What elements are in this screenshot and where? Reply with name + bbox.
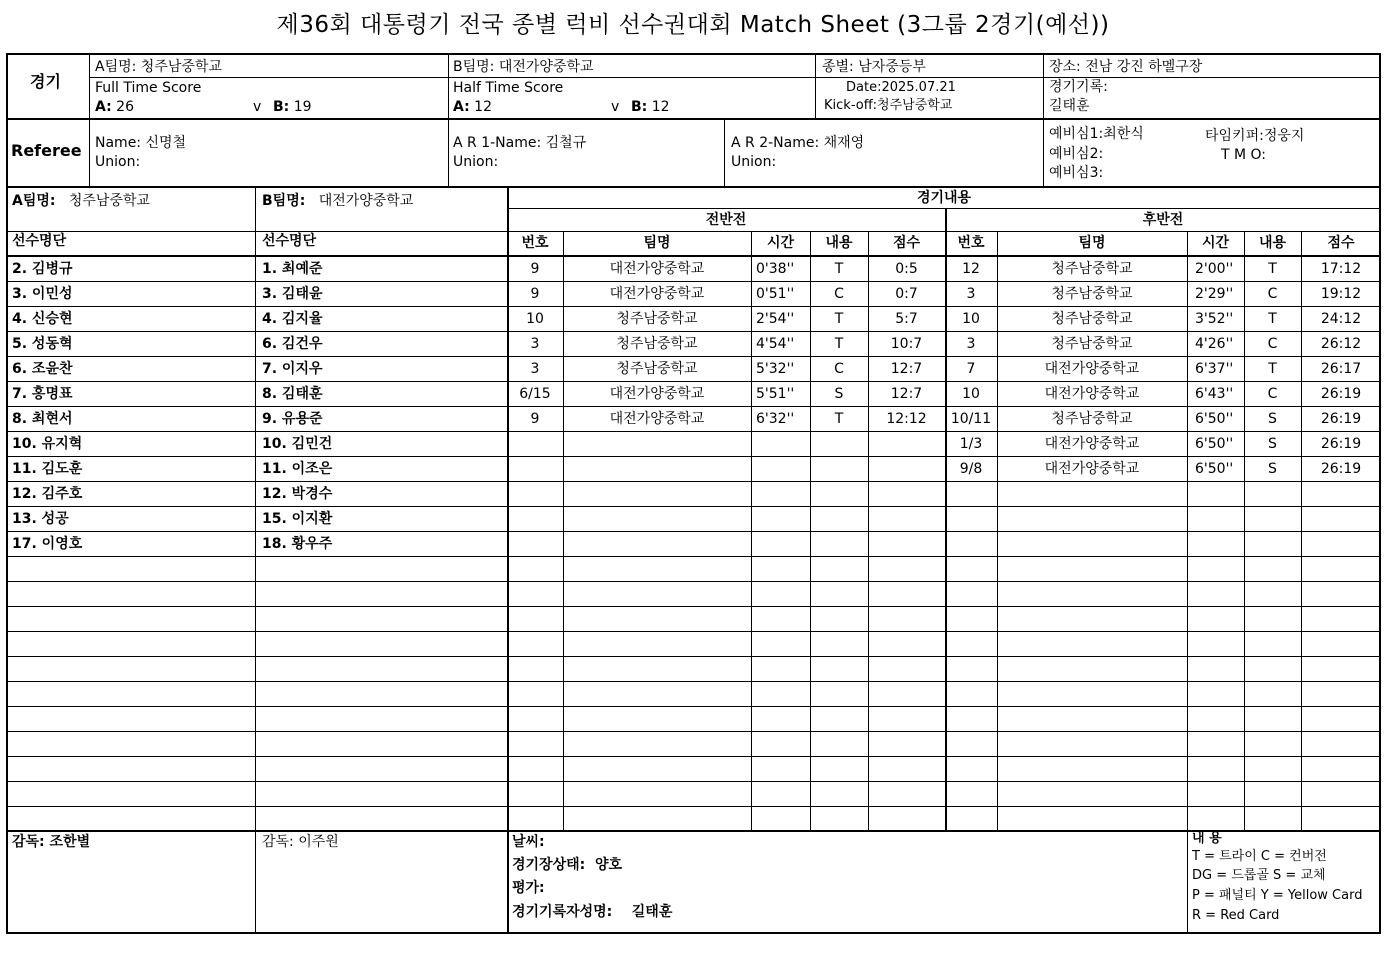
full-time-score: A: 26 v B: 19 [95, 99, 312, 115]
column-header: 번호 [521, 235, 549, 251]
second-half-cell: 7 [966, 361, 976, 377]
reserve-2: 예비심2: [1049, 146, 1104, 162]
first-half-cell: 대전가양중학교 [609, 411, 705, 427]
half-time-score: A: 12 v B: 12 [453, 99, 670, 115]
first-half-cell: 4'54'' [756, 336, 795, 352]
roster-label-b: 선수명단 [262, 233, 317, 249]
second-half-cell: 3'52'' [1195, 311, 1234, 327]
ar1-union: Union: [453, 154, 499, 170]
column-header: 번호 [957, 235, 985, 251]
player-a: 17. 이영호 [12, 536, 83, 552]
second-half-cell: 대전가양중학교 [1044, 436, 1140, 452]
first-half-cell: 10 [526, 311, 544, 327]
reserve-3: 예비심3: [1049, 165, 1104, 181]
first-half-cell: 5'51'' [756, 386, 795, 402]
second-half-cell: 10 [962, 386, 980, 402]
player-b: 4. 김지율 [262, 311, 323, 327]
first-half-cell: 0:7 [895, 286, 918, 302]
first-half-cell: T [834, 311, 844, 327]
second-half-cell: S [1268, 411, 1277, 427]
second-half-cell: 청주남중학교 [1051, 411, 1133, 427]
second-half-cell: 10/11 [950, 411, 992, 427]
player-b: 9. 유용준 [262, 411, 323, 427]
second-half-cell: C [1267, 386, 1278, 402]
first-half-cell: 대전가양중학교 [609, 261, 705, 277]
first-half-cell: 청주남중학교 [616, 361, 698, 377]
divider [1043, 53, 1044, 187]
second-half-cell: T [1268, 261, 1277, 277]
divider [255, 186, 256, 934]
second-half-cell: 24:12 [1320, 311, 1362, 327]
roster-team-b: B팀명: 대전가양중학교 [262, 193, 414, 209]
second-half-cell: 12 [962, 261, 980, 277]
first-half-cell: T [834, 411, 844, 427]
first-half-cell: 2'54'' [756, 311, 795, 327]
second-half-cell: S [1268, 461, 1277, 477]
second-half-cell: 3 [966, 336, 976, 352]
legend-line: P = 패널티 Y = Yellow Card [1192, 888, 1363, 903]
roster-team-a: A팀명: 청주남중학교 [12, 193, 150, 209]
first-half-cell: 9 [530, 286, 540, 302]
first-half-cell: 0:5 [895, 261, 918, 277]
row-divider [6, 806, 1381, 807]
first-half-cell: 9 [530, 411, 540, 427]
player-a: 2. 김병규 [12, 261, 73, 277]
recorder-signature: 경기기록자성명: 길태훈 [512, 904, 673, 920]
column-header: 점수 [892, 235, 921, 251]
second-half-cell: T [1268, 361, 1277, 377]
second-half-cell: C [1267, 286, 1278, 302]
team-b-header: B팀명: 대전가양중학교 [453, 59, 594, 75]
first-half-cell: T [834, 261, 844, 277]
first-half-cell: 청주남중학교 [616, 336, 698, 352]
content-title: 경기내용 [916, 190, 972, 206]
player-a: 10. 유지혁 [12, 436, 83, 452]
kickoff: Kick-off:청주남중학교 [824, 98, 953, 113]
player-a: 11. 김도훈 [12, 461, 83, 477]
divider [89, 77, 1381, 78]
column-header: 시간 [766, 235, 795, 251]
row-divider [6, 706, 1381, 707]
player-a: 8. 최현서 [12, 411, 73, 427]
second-half-cell: 26:19 [1320, 386, 1362, 402]
ar1-name: A R 1-Name: 김철규 [453, 135, 587, 151]
divider [6, 118, 1381, 120]
divider [815, 53, 816, 118]
second-half-cell: 대전가양중학교 [1044, 386, 1140, 402]
second-half-cell: 청주남중학교 [1051, 286, 1133, 302]
second-half-cell: 대전가양중학교 [1044, 361, 1140, 377]
first-half-cell: 3 [530, 336, 540, 352]
second-half-cell: 2'29'' [1195, 286, 1234, 302]
row-divider [6, 631, 1381, 632]
player-b: 12. 박경수 [262, 486, 333, 502]
second-half-cell: 26:12 [1320, 336, 1362, 352]
second-half-cell: 6'37'' [1195, 361, 1234, 377]
first-half-cell: T [834, 336, 844, 352]
second-half-cell: 26:19 [1320, 461, 1362, 477]
first-half-cell: 10:7 [890, 336, 923, 352]
referee-union: Union: [95, 154, 141, 170]
column-header: 내용 [825, 235, 853, 251]
ar2-name: A R 2-Name: 채재영 [731, 135, 865, 151]
legend-title: 내 용 [1192, 831, 1222, 846]
coach-a: 감독: 조한별 [12, 834, 91, 850]
row-divider [6, 731, 1381, 732]
row-divider [6, 606, 1381, 607]
page-title: 제36회 대통령기 전국 종별 럭비 선수권대회 Match Sheet (3그룹 2경기(예선)) [276, 12, 1110, 38]
divider [448, 53, 449, 187]
divider [6, 231, 1381, 232]
divider [6, 186, 1381, 188]
referee-name: Name: 신명철 [95, 135, 187, 151]
row-divider [6, 681, 1381, 682]
rating: 평가: [512, 880, 545, 896]
column-header: 시간 [1201, 235, 1230, 251]
half-time-label: Half Time Score [453, 80, 564, 96]
first-half-cell: 9 [530, 261, 540, 277]
second-half-cell: 6'43'' [1195, 386, 1234, 402]
match-date: Date:2025.07.21 [846, 80, 956, 95]
player-b: 11. 이조은 [262, 461, 333, 477]
venue: 장소: 전남 강진 하멜구장 [1049, 59, 1203, 75]
second-half-cell: 9/8 [959, 461, 983, 477]
timekeeper: 타임키퍼:정웅지 [1205, 128, 1305, 144]
category: 종별: 남자중등부 [822, 59, 926, 75]
player-b: 7. 이지우 [262, 361, 323, 377]
second-half-cell: 6'50'' [1195, 436, 1234, 452]
divider [6, 830, 1381, 832]
player-a: 12. 김주호 [12, 486, 83, 502]
first-half-cell: 12:12 [886, 411, 927, 427]
first-half-cell: 6/15 [519, 386, 551, 402]
player-a: 13. 성공 [12, 511, 69, 527]
second-half-cell: 6'50'' [1195, 411, 1234, 427]
second-half-cell: 17:12 [1320, 261, 1362, 277]
ar2-union: Union: [731, 154, 777, 170]
first-half-cell: 대전가양중학교 [609, 386, 705, 402]
column-header: 팀명 [1078, 235, 1106, 251]
player-b: 18. 황우주 [262, 536, 333, 552]
recorder-label: 경기기록: [1049, 79, 1108, 95]
second-half-cell: S [1268, 436, 1277, 452]
second-half-cell: 1/3 [959, 436, 983, 452]
second-half-cell: 청주남중학교 [1051, 311, 1133, 327]
first-half-cell: C [834, 361, 844, 377]
first-half-cell: 5'32'' [756, 361, 795, 377]
first-half-cell: 0'51'' [756, 286, 795, 302]
row-divider [6, 581, 1381, 582]
player-b: 1. 최예준 [262, 261, 323, 277]
first-half-cell: 청주남중학교 [616, 311, 698, 327]
first-half-label: 전반전 [705, 212, 747, 228]
player-a: 5. 성동혁 [12, 336, 73, 352]
full-time-label: Full Time Score [95, 80, 202, 96]
tmo: T M O: [1221, 147, 1267, 163]
second-half-cell: 청주남중학교 [1051, 336, 1133, 352]
first-half-cell: 5:7 [895, 311, 918, 327]
player-a: 6. 조윤찬 [12, 361, 73, 377]
coach-b: 감독: 이주원 [262, 834, 339, 850]
player-b: 3. 김태윤 [262, 286, 323, 302]
first-half-cell: S [834, 386, 844, 402]
divider [1187, 231, 1188, 934]
first-half-cell: C [834, 286, 844, 302]
roster-label-a: 선수명단 [12, 233, 67, 249]
row-divider [6, 656, 1381, 657]
second-half-cell: 6'50'' [1195, 461, 1234, 477]
second-half-cell: 26:19 [1320, 436, 1362, 452]
second-half-cell: 19:12 [1320, 286, 1362, 302]
player-b: 6. 김건우 [262, 336, 323, 352]
player-b: 15. 이지환 [262, 511, 333, 527]
first-half-cell: 6'32'' [756, 411, 795, 427]
player-a: 4. 신승현 [12, 311, 73, 327]
divider [89, 53, 90, 187]
game-label: 경기 [30, 72, 61, 91]
recorder-name: 길태훈 [1049, 98, 1090, 114]
column-header: 팀명 [643, 235, 671, 251]
legend-line: T = 트라이 C = 컨버전 [1192, 849, 1327, 864]
referee-label: Referee [11, 141, 82, 160]
second-half-cell: 대전가양중학교 [1044, 461, 1140, 477]
team-a-header: A팀명: 청주남중학교 [95, 59, 222, 75]
second-half-cell: 26:19 [1320, 411, 1362, 427]
second-half-cell: 2'00'' [1195, 261, 1234, 277]
divider [507, 208, 1381, 209]
legend-line: R = Red Card [1192, 908, 1280, 923]
player-a: 3. 이민성 [12, 286, 73, 302]
legend-line: DG = 드롭골 S = 교체 [1192, 868, 1326, 883]
row-divider [6, 781, 1381, 782]
first-half-cell: 0'38'' [756, 261, 795, 277]
second-half-cell: C [1267, 336, 1278, 352]
column-header: 점수 [1327, 235, 1355, 251]
divider [724, 118, 725, 187]
reserve-1: 예비심1:최한식 [1049, 126, 1144, 142]
second-half-cell: 청주남중학교 [1051, 261, 1133, 277]
second-half-label: 후반전 [1142, 212, 1184, 228]
player-a: 7. 홍명표 [12, 386, 73, 402]
first-half-cell: 12:7 [890, 361, 923, 377]
player-b: 10. 김민건 [262, 436, 333, 452]
field-condition: 경기장상태: 양호 [512, 857, 623, 873]
row-divider [6, 556, 1381, 557]
second-half-cell: 26:17 [1320, 361, 1362, 377]
second-half-cell: 3 [966, 286, 976, 302]
first-half-cell: 3 [530, 361, 540, 377]
weather: 날씨: [512, 834, 545, 850]
second-half-cell: 4'26'' [1195, 336, 1234, 352]
player-b: 8. 김태훈 [262, 386, 323, 402]
second-half-cell: 10 [962, 311, 980, 327]
column-header: 내용 [1258, 235, 1287, 251]
second-half-cell: T [1268, 311, 1277, 327]
first-half-cell: 대전가양중학교 [609, 286, 705, 302]
first-half-cell: 12:7 [890, 386, 923, 402]
row-divider [6, 756, 1381, 757]
